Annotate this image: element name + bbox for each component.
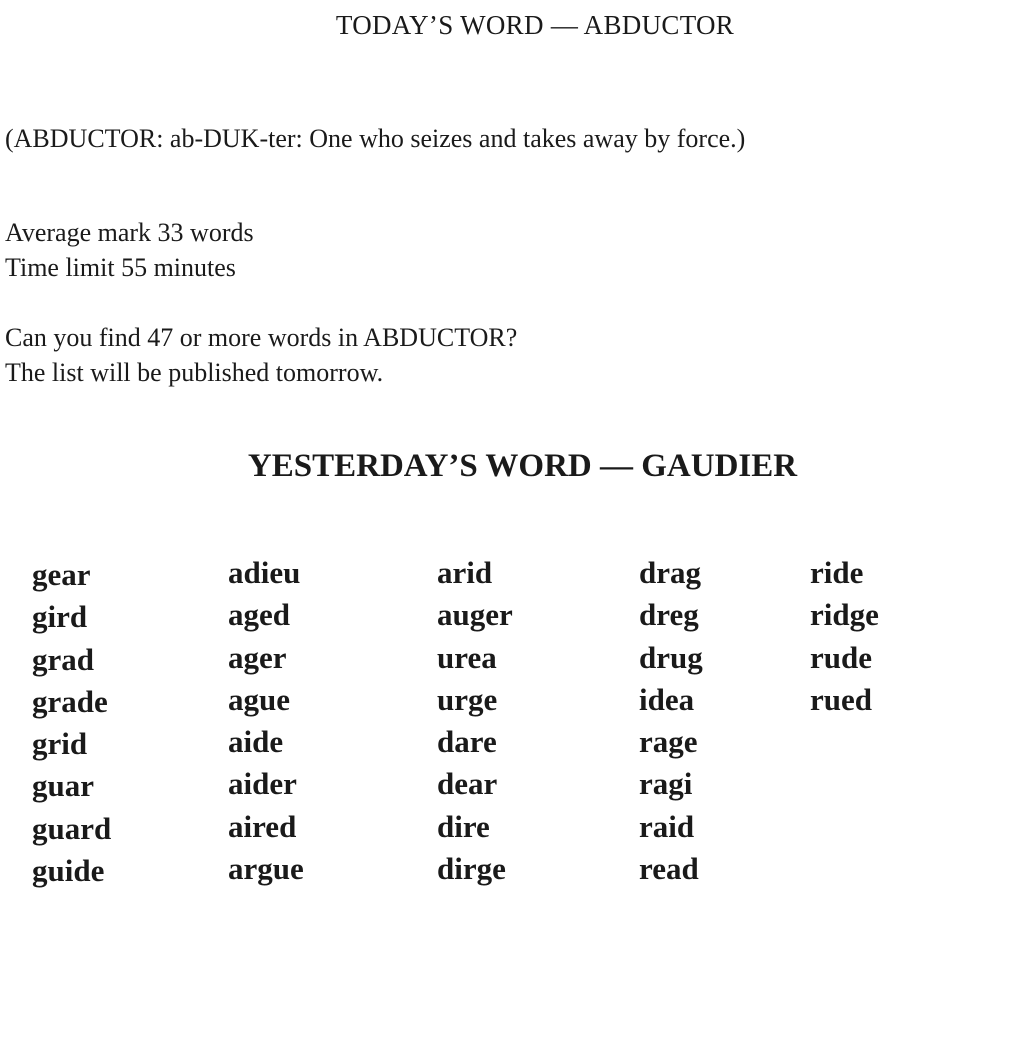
answer-list	[0, 552, 1035, 912]
answer-word: guide	[32, 853, 105, 889]
answer-word: aged	[228, 597, 290, 633]
answer-word: grad	[32, 641, 94, 677]
answer-word: urge	[437, 681, 498, 717]
answer-column	[228, 552, 304, 890]
answer-word: argue	[228, 851, 304, 887]
answer-word: grid	[32, 726, 88, 762]
time-limit: Time limit 55 minutes	[5, 253, 236, 282]
answer-word: urea	[437, 639, 497, 675]
answer-word: dreg	[639, 597, 699, 633]
answer-word: ague	[228, 681, 290, 717]
answer-word: rage	[639, 724, 698, 760]
answer-word: aide	[228, 724, 284, 760]
answer-word: arid	[437, 555, 493, 590]
answer-word: ridge	[810, 597, 879, 633]
answer-word: dare	[437, 724, 497, 760]
word-definition: (ABDUCTOR: ab-DUK-ter: One who seizes and takes away by force.)	[5, 124, 746, 153]
answer-column	[639, 552, 703, 890]
answer-word: grade	[32, 683, 108, 719]
answer-word: raid	[639, 808, 695, 844]
answer-word: idea	[639, 681, 695, 717]
answer-word: dire	[437, 808, 490, 844]
answer-word: aired	[228, 808, 297, 844]
answer-column	[810, 552, 879, 721]
publish-note: The list will be published tomorrow.	[5, 358, 384, 387]
answer-word: gear	[32, 557, 91, 592]
answer-word: rude	[810, 639, 872, 675]
average-mark: Average mark 33 words	[5, 218, 254, 247]
answer-word: ride	[810, 555, 864, 590]
challenge-text	[5, 320, 517, 390]
answer-column	[437, 552, 513, 890]
answer-column	[32, 554, 111, 892]
puzzle-stats	[5, 215, 254, 285]
answer-word: ager	[228, 639, 287, 675]
answer-word: ragi	[639, 766, 693, 802]
answer-word: guar	[32, 768, 94, 804]
answer-word: auger	[437, 597, 513, 633]
todays-word-title: TODAY’S WORD — ABDUCTOR	[335, 10, 735, 40]
answer-word: drag	[639, 555, 701, 590]
answer-word: adieu	[228, 555, 301, 590]
challenge-question: Can you find 47 or more words in ABDUCTOR?	[5, 323, 518, 352]
answer-word: gird	[32, 599, 88, 635]
answer-word: drug	[639, 639, 703, 675]
answer-word: rued	[810, 681, 872, 717]
answer-word: dear	[437, 766, 498, 802]
answer-word: guard	[32, 810, 112, 846]
yesterdays-word-title: YESTERDAY’S WORD — GAUDIER	[247, 448, 798, 484]
answer-word: read	[639, 851, 699, 887]
answer-word: dirge	[437, 851, 506, 887]
answer-word: aider	[228, 766, 297, 802]
